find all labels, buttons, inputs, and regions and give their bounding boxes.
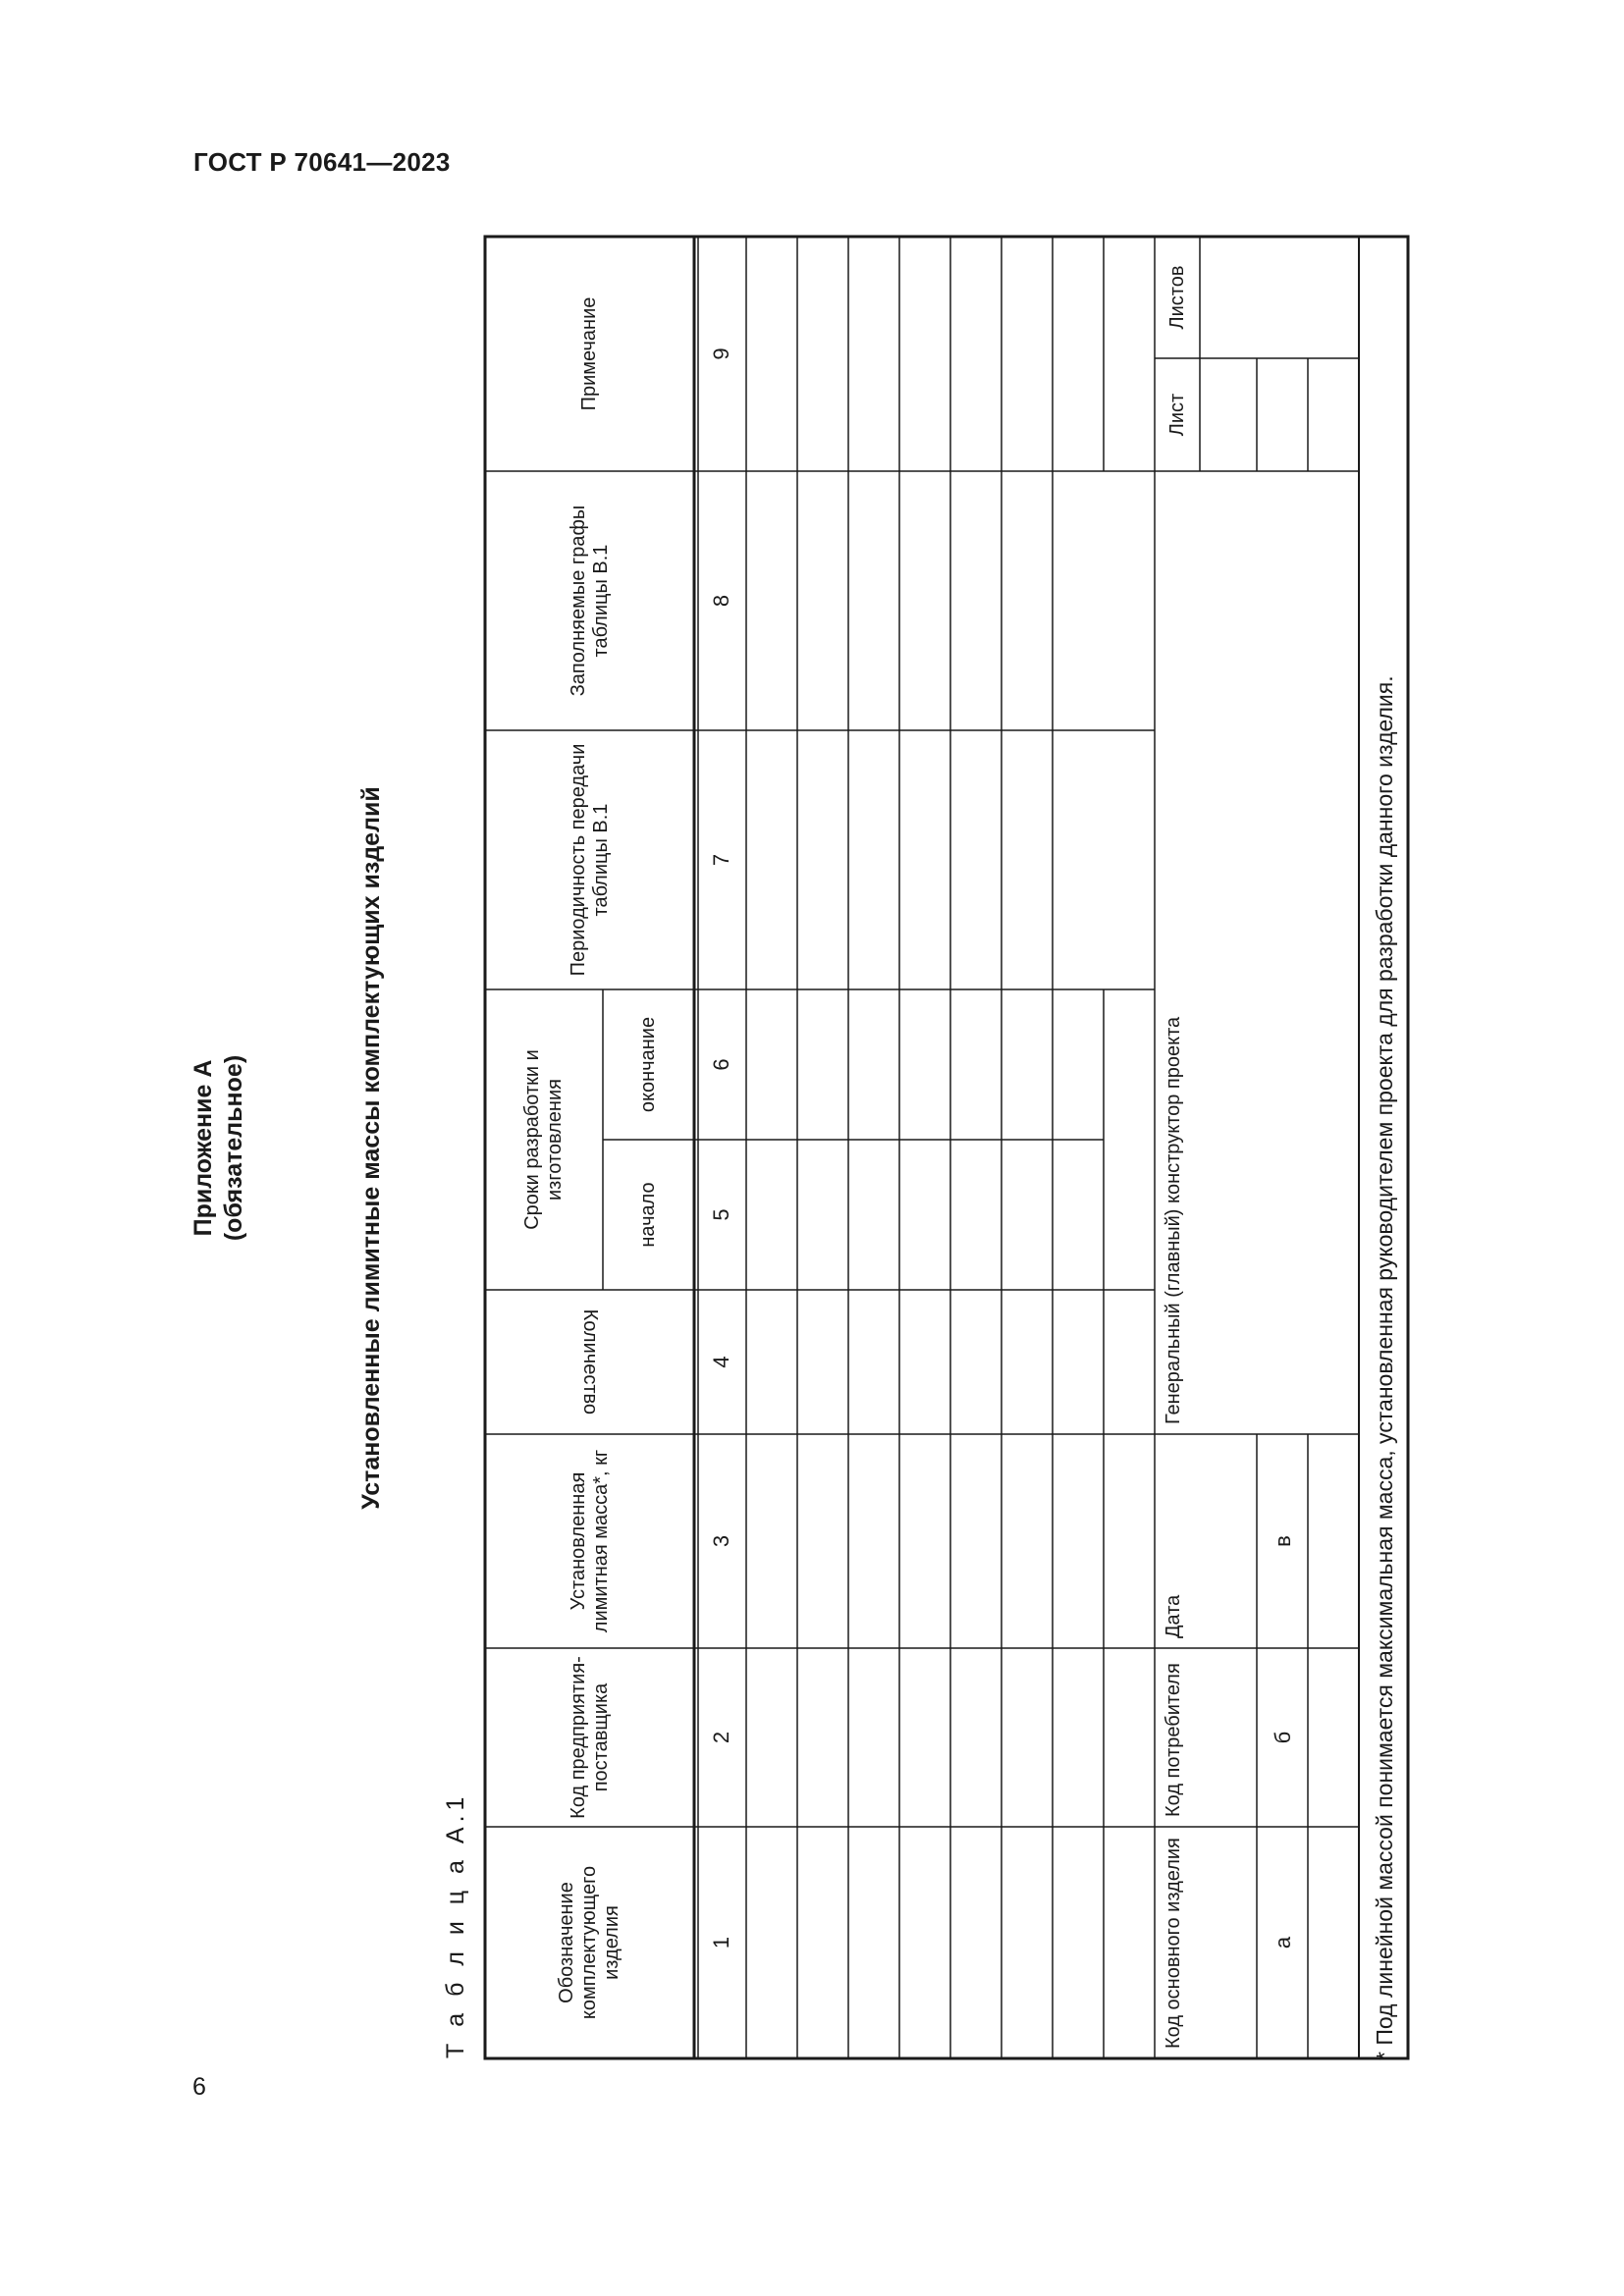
col-header-designation: Обозначение комплектующего изделия — [556, 1865, 623, 2020]
footer-consumer-code: Код потребителя — [1163, 1663, 1184, 1817]
col-number: 5 — [709, 1208, 733, 1221]
page-number: 6 — [192, 2073, 206, 2101]
col-header-quantity: Количество — [579, 1308, 601, 1415]
table-label: Т а б л и ц а А.1 — [442, 1791, 469, 2058]
col-header-supplier-code: Код предприятия-поставщика — [567, 1656, 612, 1819]
appendix-status: (обязательное) — [220, 1054, 247, 1242]
footer-chief-designer: Генеральный (главный) конструктор проекта — [1163, 1016, 1184, 1424]
col-number: 2 — [709, 1731, 733, 1744]
footnote: * Под линейной массой понимается максимальная масса, установленная руководителем проекта для разработки данного изделия. — [1372, 675, 1397, 2060]
document-code: ГОСТ Р 70641—2023 — [193, 147, 451, 177]
col-header-periodicity: Периодичность передачи таблицы В.1 — [567, 743, 612, 977]
footer-date: Дата — [1163, 1594, 1184, 1638]
footer-letter-b: б — [1270, 1731, 1295, 1744]
footer-letter-v: в — [1270, 1535, 1295, 1547]
table-caption: Установленные лимитные массы комплектующих изделий — [357, 786, 385, 1510]
col-header-limit-mass: Установленная лимитная масса*, кг — [567, 1449, 612, 1633]
col-header-note: Примечание — [578, 296, 600, 411]
col-number: 7 — [709, 853, 733, 867]
col-number: 1 — [709, 1936, 733, 1949]
col-header-end: окончание — [637, 1016, 659, 1113]
footer-letter-a: а — [1270, 1936, 1295, 1949]
appendix-title: Приложение А — [189, 1059, 217, 1237]
footer-main-product-code: Код основного изделия — [1163, 1838, 1184, 2049]
footer-sheet: Лист — [1165, 393, 1188, 437]
footer-sheets: Листов — [1165, 265, 1188, 330]
col-number: 9 — [709, 347, 733, 360]
col-header-terms: Сроки разработки и изготовления — [521, 1049, 566, 1230]
col-number: 3 — [709, 1534, 733, 1548]
col-header-filled-columns: Заполняемые графы таблицы В.1 — [567, 505, 612, 697]
col-number: 8 — [709, 594, 733, 608]
col-header-start: начало — [637, 1182, 659, 1248]
col-header-quantity-wrap — [485, 1290, 694, 1434]
col-number: 4 — [709, 1356, 733, 1368]
col-number: 6 — [709, 1058, 733, 1071]
